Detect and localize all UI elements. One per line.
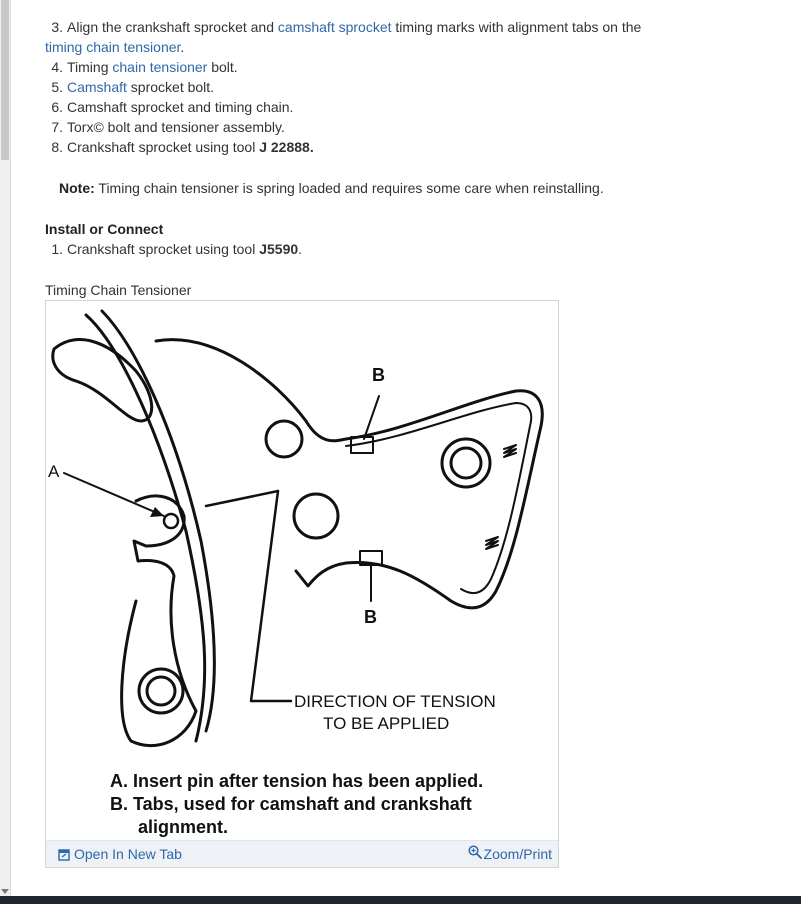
step-text: Align the crankshaft sprocket and: [67, 19, 278, 35]
note-block: [59, 178, 775, 198]
step-number: 5.: [51, 79, 63, 95]
step-number: 6.: [51, 99, 63, 115]
chain-tensioner-link[interactable]: chain tensioner: [112, 59, 208, 75]
step-text: Crankshaft sprocket using tool: [67, 241, 260, 257]
bottom-bolt-inner: [147, 677, 175, 705]
list-item: [45, 57, 775, 77]
note-text: Timing chain tensioner is spring loaded and requires some care when reinstalling.: [94, 180, 604, 196]
timing-chain-tensioner-link[interactable]: timing chain tensioner: [45, 39, 181, 55]
step-text: Timing: [67, 59, 113, 75]
remove-steps-list: [45, 17, 775, 157]
spring-upper: [504, 445, 516, 457]
scrollbar-thumb[interactable]: [1, 0, 9, 160]
step-text: timing marks with alignment tabs on the: [391, 19, 642, 35]
list-item: [45, 137, 775, 157]
upper-arm: [53, 340, 152, 421]
tool-number: J 22888.: [259, 139, 314, 155]
step-number: 3.: [51, 19, 63, 35]
label-a: A: [48, 462, 60, 481]
open-new-tab-icon: [58, 849, 70, 861]
step-number: 8.: [51, 139, 63, 155]
step-text: sprocket bolt.: [126, 79, 215, 95]
figure-container: [45, 300, 559, 868]
step-text: .: [298, 241, 303, 257]
direction-arrow-upper: [206, 491, 278, 506]
tensioner-plate: [156, 340, 542, 608]
article-content: [45, 17, 775, 868]
camshaft-sprocket-link[interactable]: camshaft sprocket: [277, 19, 392, 35]
vertical-scrollbar[interactable]: [0, 0, 11, 904]
middle-hole: [294, 494, 338, 538]
right-bolt-inner: [451, 448, 481, 478]
step-number: 4.: [51, 59, 63, 75]
caption-b-line1: B. Tabs, used for camshaft and crankshaft: [110, 794, 472, 814]
list-item: [45, 117, 775, 137]
list-item: [45, 17, 775, 57]
open-in-new-tab-button[interactable]: [58, 845, 182, 863]
direction-arrow-line: [251, 491, 291, 701]
figure-toolbar: [46, 840, 558, 867]
figure-title: Timing Chain Tensioner: [45, 282, 192, 298]
list-item: [45, 239, 775, 259]
list-item: [45, 97, 775, 117]
label-a-arrowhead: [150, 507, 164, 517]
magnifier-zoom-icon: [468, 845, 482, 859]
step-text: Crankshaft sprocket using tool: [67, 139, 260, 155]
step-number: 1.: [51, 241, 63, 257]
note-label: Note:: [59, 180, 95, 196]
list-item: [45, 77, 775, 97]
tensioner-body: [122, 496, 196, 746]
spring-lower: [486, 537, 498, 549]
tool-number: J5590: [259, 241, 299, 257]
zoom-print-label: Zoom/Print: [483, 846, 552, 862]
zoom-print-button[interactable]: [468, 845, 552, 863]
step-text: bolt.: [207, 59, 238, 75]
direction-label-line2: TO BE APPLIED: [323, 714, 450, 733]
window-bottom-edge: [0, 896, 801, 904]
caption-a: A. Insert pin after tension has been applied.: [110, 771, 484, 791]
step-text: Camshaft sprocket and timing chain.: [67, 99, 294, 115]
direction-label-line1: DIRECTION OF TENSION: [294, 692, 496, 711]
camshaft-link[interactable]: Camshaft: [67, 79, 127, 95]
right-bolt-outer: [442, 439, 490, 487]
step-text: .: [180, 39, 185, 55]
caption-b-line2: alignment.: [138, 817, 229, 837]
step-text: Torx© bolt and tensioner assembly.: [67, 119, 285, 135]
upper-hole: [266, 421, 302, 457]
label-a-leader: [64, 473, 164, 516]
label-b-bottom: B: [364, 607, 377, 627]
label-b-top: B: [372, 365, 385, 385]
timing-chain-tensioner-diagram[interactable]: [46, 301, 558, 841]
install-steps-list: [45, 239, 775, 259]
open-in-new-tab-label: Open In New Tab: [74, 846, 182, 862]
pin-hole: [164, 514, 178, 528]
install-heading: Install or Connect: [45, 221, 164, 237]
scroll-down-arrow-icon[interactable]: [1, 889, 9, 894]
step-number: 7.: [51, 119, 63, 135]
